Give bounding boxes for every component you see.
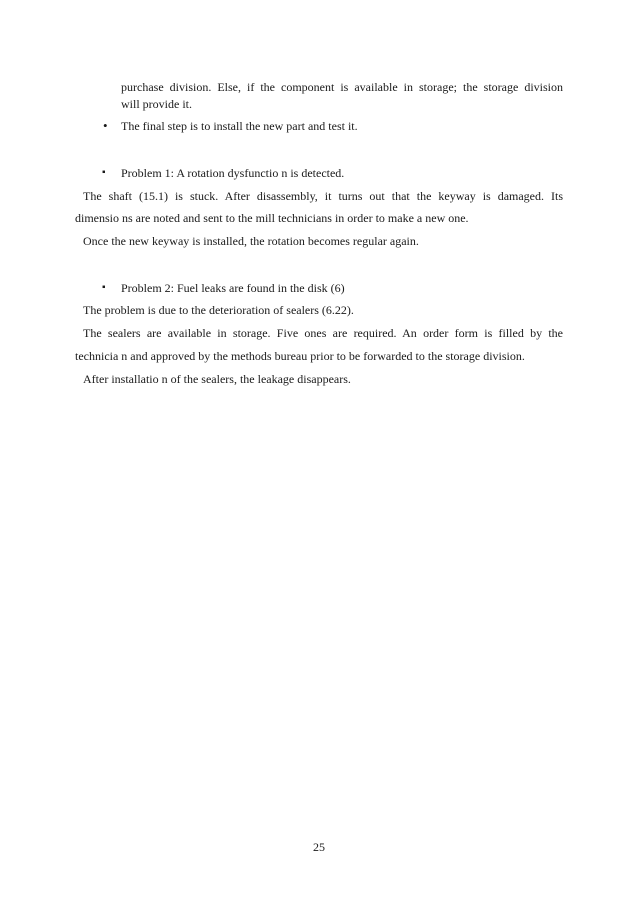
continuation-line-2: will provide it. <box>121 97 192 111</box>
problem-1-heading: Problem 1: A rotation dysfunctio n is detected. <box>121 166 345 180</box>
problem-2-paragraph-3: After installatio n of the sealers, the leakage disappears. <box>83 372 351 386</box>
problem-1-paragraph-2: Once the new keyway is installed, the rotation becomes regular again. <box>83 234 419 248</box>
final-step-item: The final step is to install the new part and test it. <box>121 119 358 133</box>
problem-1-bullet-marker: ▪ <box>102 167 106 178</box>
problem-1-paragraph-1-line-1: The shaft (15.1) is stuck. After disassembly, it turns out that the keyway is damaged. Its <box>83 189 563 203</box>
page-number: 25 <box>313 840 325 854</box>
problem-2-bullet-marker: ▪ <box>102 282 106 293</box>
problem-2-paragraph-2-line-1: The sealers are available in storage. Five ones are required. An order form is filled by the <box>83 326 563 340</box>
continuation-line-1: purchase division. Else, if the component is available in storage; the storage division <box>121 80 563 94</box>
bullet-dot-marker: • <box>103 118 108 133</box>
problem-2-heading: Problem 2: Fuel leaks are found in the disk (6) <box>121 281 345 295</box>
problem-2-paragraph-2-line-2: technicia n and approved by the methods bureau prior to be forwarded to the storage division. <box>75 349 525 363</box>
problem-2-paragraph-1: The problem is due to the deterioration of sealers (6.22). <box>83 303 354 317</box>
problem-1-paragraph-1-line-2: dimensio ns are noted and sent to the mill technicians in order to make a new one. <box>75 211 469 225</box>
